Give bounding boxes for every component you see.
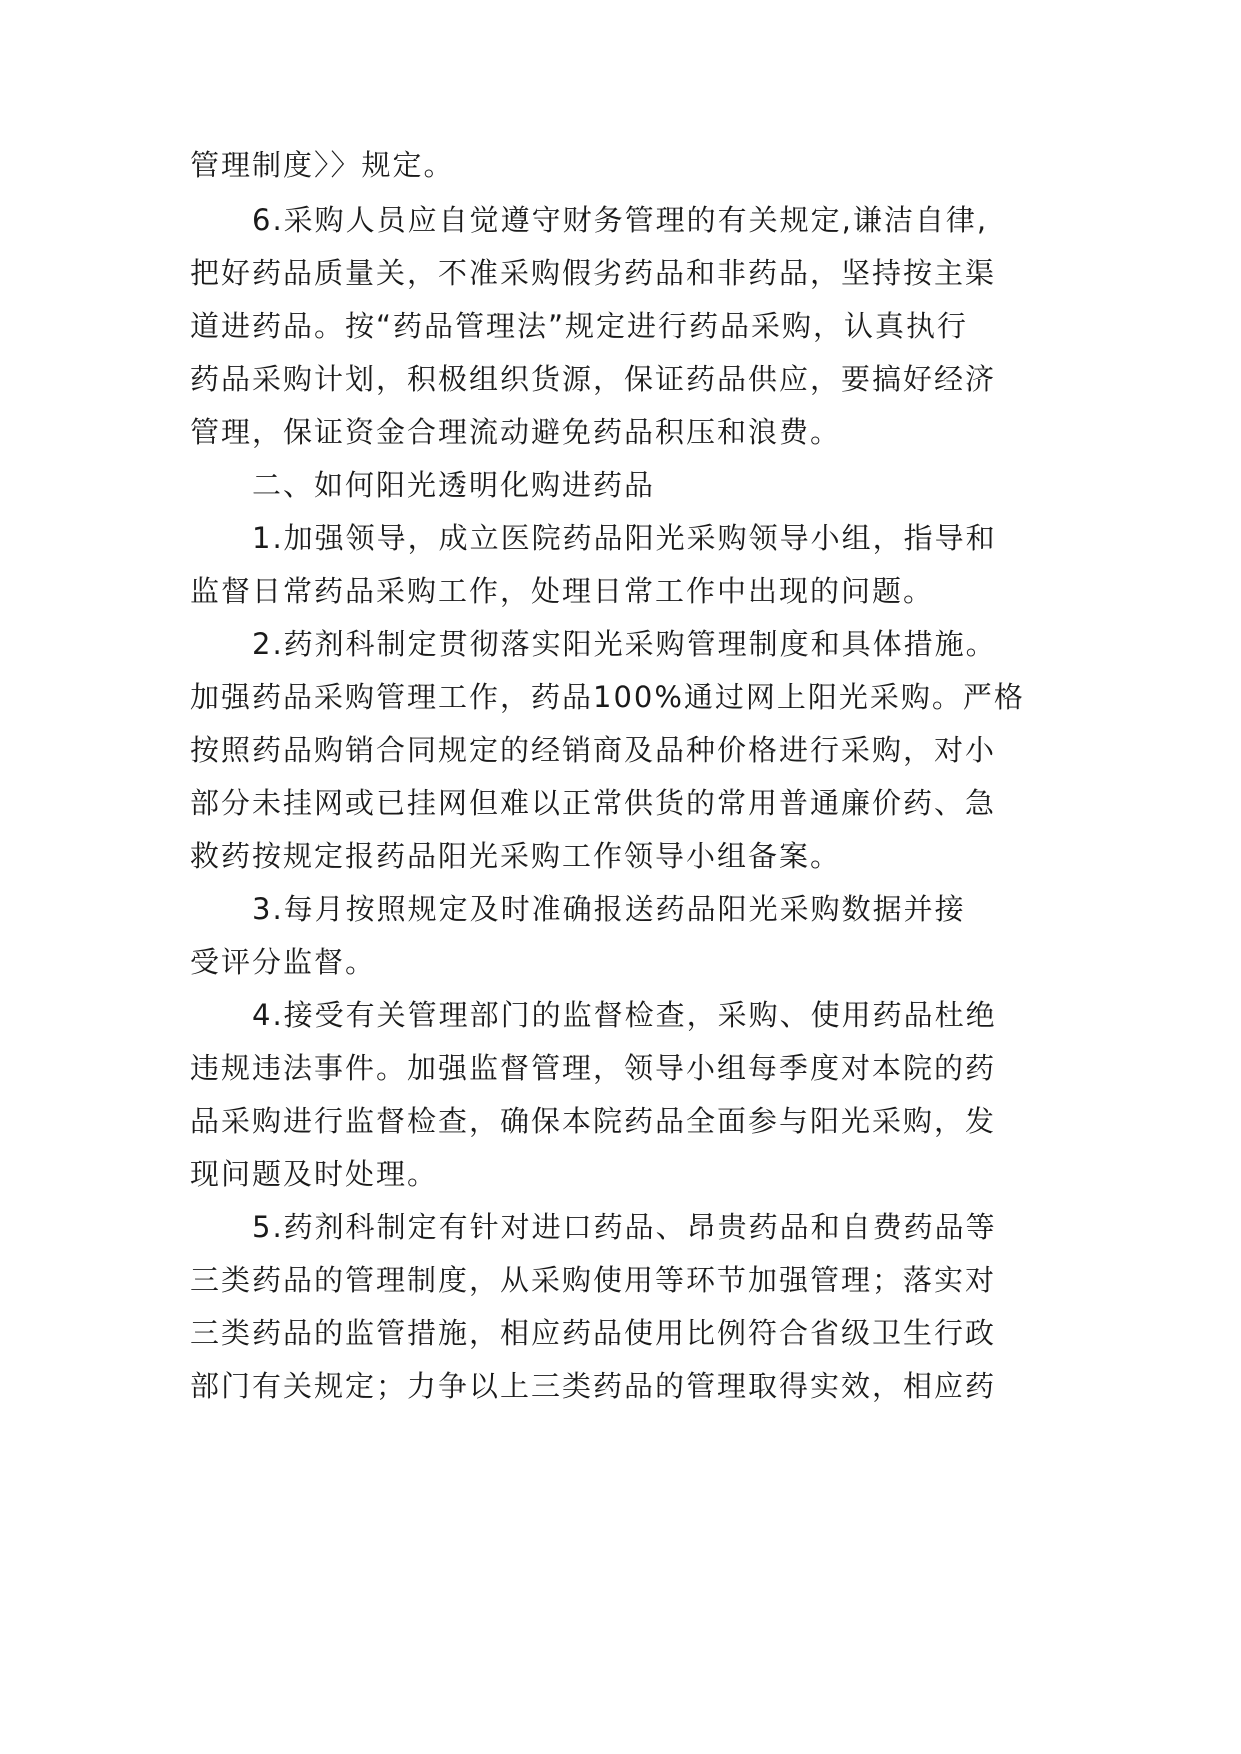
text-line: 加强药品采购管理工作，药品100%通过网上阳光采购。严格 <box>190 680 1025 714</box>
text-line: 6.采购人员应自觉遵守财务管理的有关规定,谦洁自律, <box>252 203 989 237</box>
text-line: 品采购进行监督检查，确保本院药品全面参与阳光采购，发 <box>190 1104 997 1138</box>
text-line: 2.药剂科制定贯彻落实阳光采购管理制度和具体措施。 <box>252 627 997 661</box>
text-line: 1.加强领导，成立医院药品阳光采购领导小组，指导和 <box>252 521 997 555</box>
text-line: 4.接受有关管理部门的监督检查，采购、使用药品杜绝 <box>252 998 997 1032</box>
text-line: 道进药品。按“药品管理法”规定进行药品采购，认真执行 <box>190 309 969 343</box>
text-line: 部门有关规定；力争以上三类药品的管理取得实效，相应药 <box>190 1369 997 1403</box>
text-line: 救药按规定报药品阳光采购工作领导小组备案。 <box>190 839 842 873</box>
text-line: 现问题及时处理。 <box>190 1157 439 1191</box>
text-line: 受评分监督。 <box>190 945 377 979</box>
text-line: 管理制度〉〉规定。 <box>190 148 455 182</box>
text-line: 管理，保证资金合理流动避免药品积压和浪费。 <box>190 415 842 449</box>
text-line: 药品采购计划，积极组织货源，保证药品供应，要搞好经济 <box>190 362 997 396</box>
text-line: 三类药品的管理制度，从采购使用等环节加强管理；落实对 <box>190 1263 997 1297</box>
text-line: 违规违法事件。加强监督管理，领导小组每季度对本院的药 <box>190 1051 997 1085</box>
text-line: 把好药品质量关，不准采购假劣药品和非药品，坚持按主渠 <box>190 256 997 290</box>
section-heading: 二、如何阳光透明化购进药品 <box>252 468 656 502</box>
text-line: 三类药品的监管措施，相应药品使用比例符合省级卫生行政 <box>190 1316 997 1350</box>
text-line: 按照药品购销合同规定的经销商及品种价格进行采购，对小 <box>190 733 997 767</box>
text-line: 部分未挂网或已挂网但难以正常供货的常用普通廉价药、急 <box>190 786 997 820</box>
text-line: 监督日常药品采购工作，处理日常工作中出现的问题。 <box>190 574 935 608</box>
text-line: 3.每月按照规定及时准确报送药品阳光采购数据并接 <box>252 892 966 926</box>
text-line: 5.药剂科制定有针对进口药品、昂贵药品和自费药品等 <box>252 1210 997 1244</box>
